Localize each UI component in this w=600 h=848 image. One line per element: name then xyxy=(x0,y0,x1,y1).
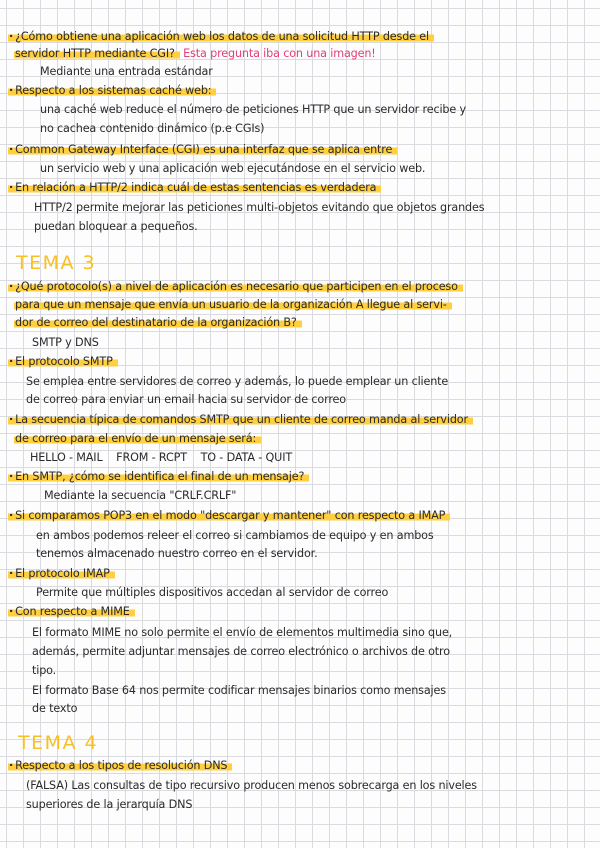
answer-1: Mediante una entrada estándar xyxy=(40,65,213,78)
answer-6-cont: de correo para enviar un email hacia su servidor de correo xyxy=(26,393,346,406)
question-12: · Respecto a los tipos de resolución DNS xyxy=(8,757,232,774)
question-8: · En SMTP, ¿cómo se identifica el final de un mensaje? xyxy=(8,468,309,485)
answer-9: en ambos podemos releer el correo si cambiamos de equipo y en ambos xyxy=(36,529,434,542)
answer-11-cont: además, permite adjuntar mensajes de correo electrónico o archivos de otro xyxy=(32,645,450,658)
question-6: · El protocolo SMTP xyxy=(8,353,118,370)
answer-8: Mediante la secuencia "CRLF.CRLF" xyxy=(44,489,237,502)
question-2: · Respecto a los sistemas caché web: xyxy=(8,82,216,99)
answer-12-cont: superiores de la jerarquía DNS xyxy=(26,798,193,811)
question-5-cont: para que un mensaje que envía un usuario de la organización A llegue al servi- xyxy=(14,296,452,313)
answer-11-b-cont: de texto xyxy=(32,702,78,715)
question-7: · La secuencia típica de comandos SMTP que un cliente de correo manda al servidor xyxy=(8,411,473,428)
answer-12: (FALSA) Las consultas de tipo recursivo producen menos sobrecarga en los niveles xyxy=(26,779,477,792)
answer-11-cont2: tipo. xyxy=(32,664,57,677)
answer-5: SMTP y DNS xyxy=(32,336,99,349)
answer-11: El formato MIME no solo permite el envío de elementos multimedia sino que, xyxy=(32,626,453,639)
question-7-cont: de correo para el envío de un mensaje será: xyxy=(14,430,261,447)
answer-11-b: El formato Base 64 nos permite codificar mensajes binarios como mensajes xyxy=(32,684,446,697)
question-3: · Common Gateway Interface (CGI) es una interfaz que se aplica entre xyxy=(8,141,397,158)
answer-4-cont: puedan bloquear a pequeños. xyxy=(34,220,198,233)
section-title-tema4: TEMA 4 xyxy=(18,732,99,754)
question-10: · El protocolo IMAP xyxy=(8,565,115,582)
answer-7: HELLO - MAIL FROM - RCPT TO - DATA - QUIT xyxy=(30,451,293,464)
question-1-cont: servidor HTTP mediante CGI? Esta pregunta iba con una imagen! xyxy=(15,47,376,60)
answer-2: una caché web reduce el número de peticiones HTTP que un servidor recibe y xyxy=(40,103,466,116)
answer-6: Se emplea entre servidores de correo y además, lo puede emplear un cliente xyxy=(26,375,449,388)
question-4: · En relación a HTTP/2 indica cuál de estas sentencias es verdadera xyxy=(8,179,381,196)
answer-3: un servicio web y una aplicación web ejecutándose en el servicio web. xyxy=(40,162,426,175)
question-5-cont2: dor de correo del destinatario de la organización B? xyxy=(14,314,302,331)
section-title-tema3: TEMA 3 xyxy=(16,252,97,274)
question-5: · ¿Qué protocolo(s) a nivel de aplicación es necesario que participen en el proceso xyxy=(8,278,463,295)
question-9: · Si comparamos POP3 en el modo "descargar y mantener" con respecto a IMAP xyxy=(8,507,450,524)
answer-9-cont: tenemos almacenado nuestro correo en el servidor. xyxy=(36,547,318,560)
note-image: Esta pregunta iba con una imagen! xyxy=(183,47,376,60)
question-11: · Con respecto a MIME xyxy=(8,603,135,620)
answer-2-cont: no cachea contenido dinámico (p.e CGIs) xyxy=(40,122,265,135)
question-1: · ¿Cómo obtiene una aplicación web los datos de una solicitud HTTP desde el xyxy=(8,28,434,45)
answer-10: Permite que múltiples dispositivos accedan al servidor de correo xyxy=(36,586,389,599)
answer-4: HTTP/2 permite mejorar las peticiones multi-objetos evitando que objetos grandes xyxy=(34,201,485,214)
